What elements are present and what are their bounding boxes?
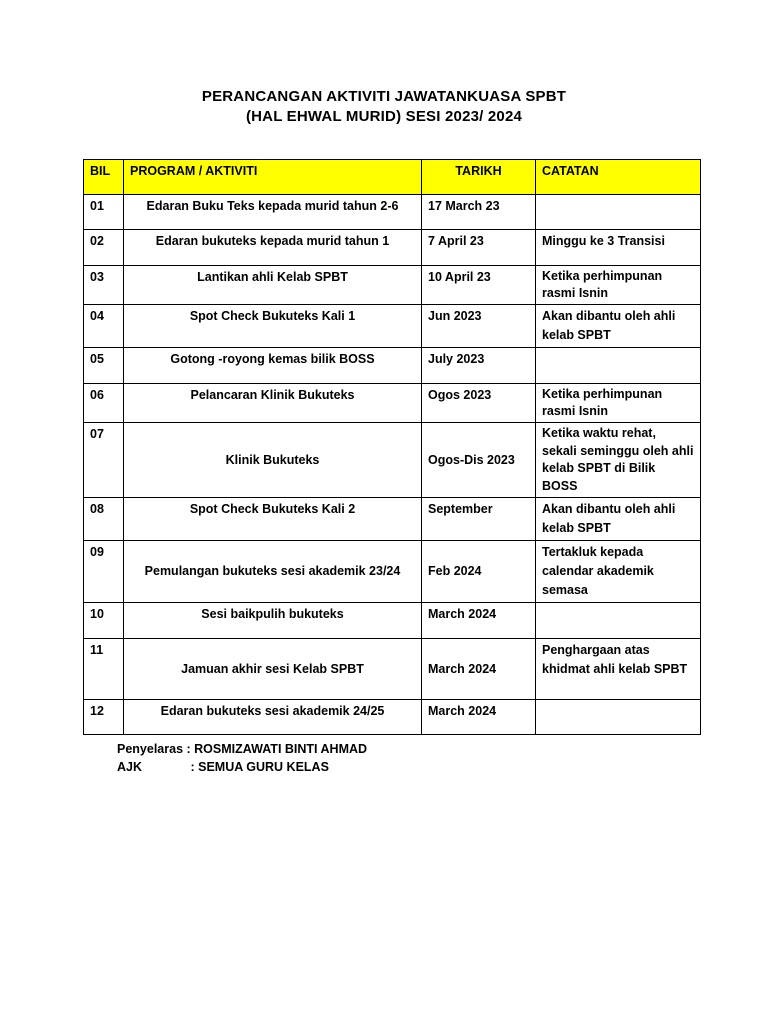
footer-ajk <box>117 758 329 776</box>
cell-bil: 02 <box>84 230 124 266</box>
ajk-value: : SEMUA GURU KELAS <box>190 760 329 774</box>
cell-bil: 03 <box>84 266 124 305</box>
cell-tarikh: Ogos-Dis 2023 <box>422 423 536 498</box>
cell-catatan <box>536 195 701 230</box>
cell-bil: 05 <box>84 348 124 384</box>
header-program: PROGRAM / AKTIVITI <box>124 160 422 195</box>
document-title: PERANCANGAN AKTIVITI JAWATANKUASA SPBT <box>201 88 567 105</box>
cell-program: Pelancaran Klinik Bukuteks <box>124 384 422 423</box>
cell-bil: 04 <box>84 305 124 348</box>
header-tarikh: TARIKH <box>422 160 536 195</box>
cell-tarikh: March 2024 <box>422 700 536 735</box>
cell-program: Lantikan ahli Kelab SPBT <box>124 266 422 305</box>
cell-bil: 08 <box>84 498 124 541</box>
table-row <box>84 266 701 305</box>
cell-tarikh: July 2023 <box>422 348 536 384</box>
cell-tarikh: Feb 2024 <box>422 541 536 603</box>
cell-program: Pemulangan bukuteks sesi akademik 23/24 <box>124 541 422 603</box>
cell-program: Jamuan akhir sesi Kelab SPBT <box>124 639 422 700</box>
cell-program: Spot Check Bukuteks Kali 2 <box>124 498 422 541</box>
cell-tarikh: March 2024 <box>422 603 536 639</box>
cell-tarikh: Ogos 2023 <box>422 384 536 423</box>
cell-program: Spot Check Bukuteks Kali 1 <box>124 305 422 348</box>
table-row <box>84 498 701 541</box>
header-catatan: CATATAN <box>536 160 701 195</box>
penyelaras-label: Penyelaras <box>117 742 184 756</box>
cell-program: Edaran Buku Teks kepada murid tahun 2-6 <box>124 195 422 230</box>
cell-tarikh: 17 March 23 <box>422 195 536 230</box>
cell-catatan: Tertakluk kepada calendar akademik semasa <box>536 541 701 603</box>
cell-bil: 12 <box>84 700 124 735</box>
cell-catatan: Penghargaan atas khidmat ahli kelab SPBT <box>536 639 701 700</box>
cell-bil: 07 <box>84 423 124 498</box>
header-bil: BIL <box>84 160 124 195</box>
cell-catatan: Ketika perhimpunan rasmi Isnin <box>536 384 701 423</box>
cell-program: Edaran bukuteks sesi akademik 24/25 <box>124 700 422 735</box>
cell-tarikh: September <box>422 498 536 541</box>
table-row <box>84 603 701 639</box>
cell-catatan <box>536 603 701 639</box>
cell-program: Sesi baikpulih bukuteks <box>124 603 422 639</box>
cell-bil: 10 <box>84 603 124 639</box>
cell-bil: 06 <box>84 384 124 423</box>
cell-tarikh: 10 April 23 <box>422 266 536 305</box>
cell-catatan <box>536 348 701 384</box>
cell-catatan <box>536 700 701 735</box>
cell-tarikh: 7 April 23 <box>422 230 536 266</box>
cell-catatan: Minggu ke 3 Transisi <box>536 230 701 266</box>
activity-table <box>83 159 701 735</box>
cell-program: Edaran bukuteks kepada murid tahun 1 <box>124 230 422 266</box>
cell-bil: 11 <box>84 639 124 700</box>
cell-tarikh: March 2024 <box>422 639 536 700</box>
cell-bil: 01 <box>84 195 124 230</box>
table-row <box>84 700 701 735</box>
document-subtitle: (HAL EHWAL MURID) SESI 2023/ 2024 <box>245 108 523 125</box>
cell-catatan: Ketika waktu rehat, sekali seminggu oleh ahli kelab SPBT di Bilik BOSS <box>536 423 701 498</box>
footer-penyelaras <box>117 740 367 758</box>
table-header-row <box>84 160 701 195</box>
table-row <box>84 195 701 230</box>
ajk-label: AJK <box>117 760 143 774</box>
table-row <box>84 541 701 603</box>
cell-program: Klinik Bukuteks <box>124 423 422 498</box>
table-row <box>84 384 701 423</box>
cell-tarikh: Jun 2023 <box>422 305 536 348</box>
cell-catatan: Ketika perhimpunan rasmi Isnin <box>536 266 701 305</box>
penyelaras-value: : ROSMIZAWATI BINTI AHMAD <box>186 742 368 756</box>
table-row <box>84 639 701 700</box>
cell-catatan: Akan dibantu oleh ahli kelab SPBT <box>536 498 701 541</box>
cell-bil: 09 <box>84 541 124 603</box>
table-row <box>84 423 701 498</box>
table-row <box>84 305 701 348</box>
table-row <box>84 348 701 384</box>
table-row <box>84 230 701 266</box>
cell-program: Gotong -royong kemas bilik BOSS <box>124 348 422 384</box>
cell-catatan: Akan dibantu oleh ahli kelab SPBT <box>536 305 701 348</box>
